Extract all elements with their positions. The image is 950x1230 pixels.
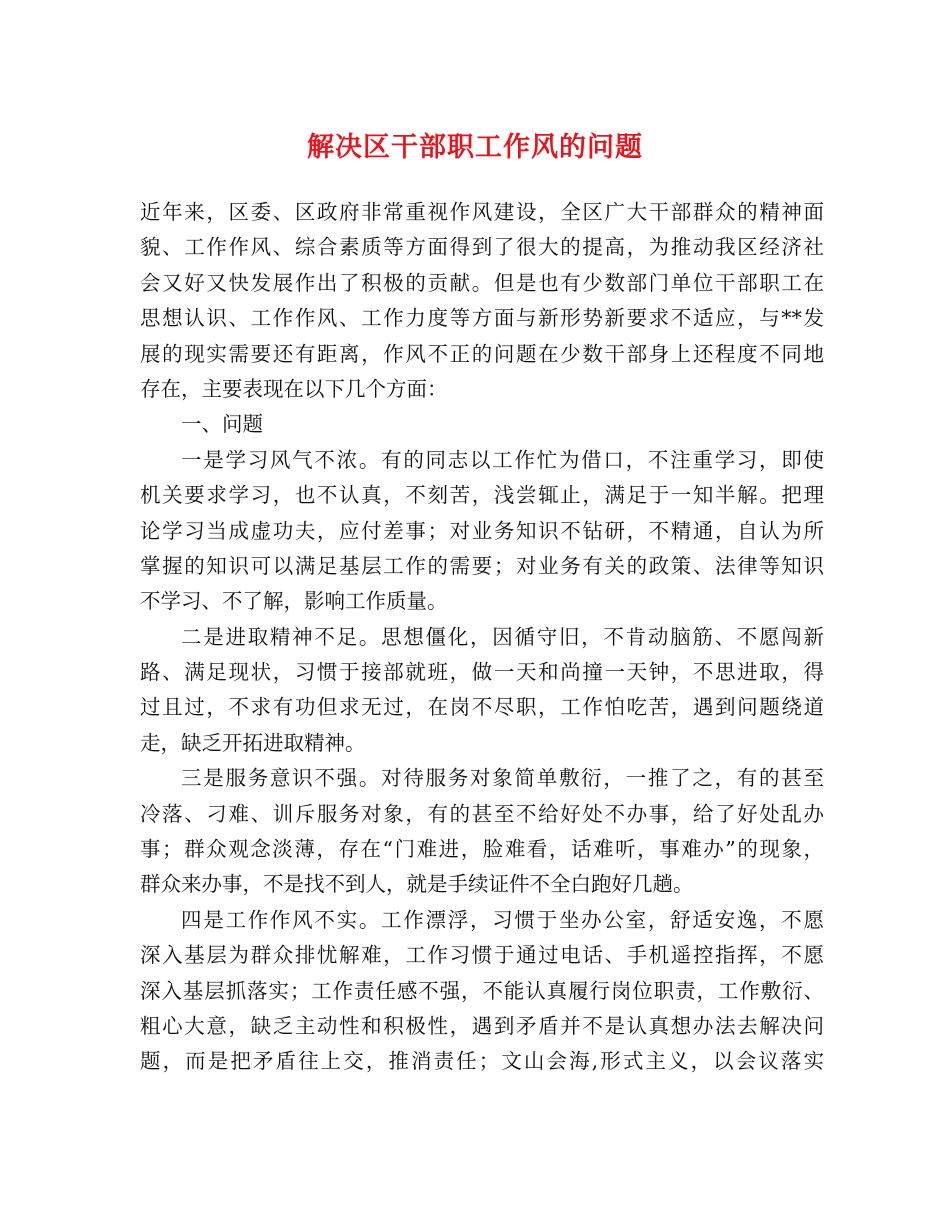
paragraph-line: 事；群众观念淡薄，存在“门难进，脸难看，话难听，事难办”的现象， — [140, 837, 824, 862]
paragraph-line: 三是服务意识不强。对待服务对象简单敷衍，一推了之，有的甚至 — [181, 766, 824, 791]
paragraph-line: 不学习、不了解，影响工作质量。 — [140, 589, 448, 614]
paragraph-line: 路、满足现状，习惯于接部就班，做一天和尚撞一天钟，不思进取，得 — [140, 660, 824, 685]
paragraph-line: 一、问题 — [181, 412, 263, 437]
document-body — [140, 195, 824, 1080]
paragraph-line: 存在，主要表现在以下几个方面： — [140, 376, 448, 401]
paragraph-line: 过且过，不求有功但求无过，在岗不尽职，工作怕吃苦，遇到问题绕道 — [140, 695, 824, 720]
paragraph-line: 走，缺乏开拓进取精神。 — [140, 730, 366, 755]
paragraph-line: 冷落、刁难、训斥服务对象，有的甚至不给好处不办事，给了好处乱办 — [140, 801, 824, 826]
paragraph-line: 展的现实需要还有距离，作风不正的问题在少数干部身上还程度不同地 — [140, 341, 824, 366]
paragraph-line: 掌握的知识可以满足基层工作的需要；对业务有关的政策、法律等知识 — [140, 553, 824, 578]
paragraph-line: 题，而是把矛盾往上交，推消责任；文山会海,形式主义，以会议落实 — [140, 1049, 824, 1074]
paragraph-line: 四是工作作风不实。工作漂浮，习惯于坐办公室，舒适安逸，不愿 — [181, 907, 824, 932]
paragraph-line: 思想认识、工作作风、工作力度等方面与新形势新要求不适应，与**发 — [140, 306, 824, 331]
document-title: 解决区干部职工作风的问题 — [307, 132, 643, 163]
paragraph-line: 貌、工作作风、综合素质等方面得到了很大的提高，为推动我区经济社 — [140, 235, 824, 260]
paragraph-line: 群众来办事，不是找不到人，就是手续证件不全白跑好几趟。 — [140, 872, 694, 897]
paragraph-line: 深入基层抓落实；工作责任感不强，不能认真履行岗位职责，工作敷衍、 — [140, 978, 824, 1003]
paragraph-line: 二是进取精神不足。思想僵化，因循守旧，不肯动脑筋、不愿闯新 — [181, 624, 824, 649]
paragraph-line: 会又好又快发展作出了积极的贡献。但是也有少数部门单位干部职工在 — [140, 270, 824, 295]
paragraph-line: 机关要求学习，也不认真，不刻苦，浅尝辄止，满足于一知半解。把理 — [140, 483, 824, 508]
paragraph-line: 近年来，区委、区政府非常重视作风建设，全区广大干部群众的精神面 — [140, 200, 824, 224]
paragraph-line: 论学习当成虚功夫，应付差事；对业务知识不钻研，不精通，自认为所 — [140, 518, 824, 543]
paragraph-line: 粗心大意，缺乏主动性和积极性，遇到矛盾并不是认真想办法去解决问 — [140, 1013, 824, 1038]
paragraph-line: 深入基层为群众排忧解难，工作习惯于通过电话、手机遥控指挥，不愿 — [140, 943, 824, 968]
paragraph-line: 一是学习风气不浓。有的同志以工作忙为借口，不注重学习，即使 — [181, 447, 824, 472]
